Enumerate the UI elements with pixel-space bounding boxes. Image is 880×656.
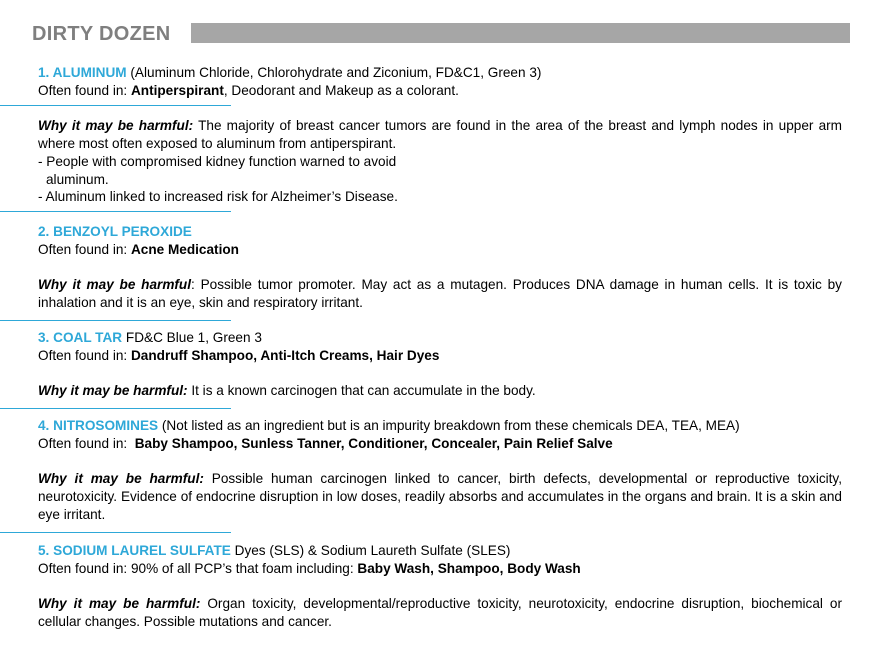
page-title: DIRTY DOZEN [32, 23, 171, 45]
section-coal-tar [38, 329, 842, 400]
found-in-line [38, 560, 842, 578]
found-bold: Antiperspirant [130, 82, 224, 98]
section-name: NITROSOMINES [53, 418, 159, 433]
section-heading [38, 542, 842, 560]
why-label: Why it may be harmful: [38, 383, 188, 399]
bullet-item: - People with compromised kidney function warned to avoid [38, 153, 397, 169]
section-aluminum [38, 64, 842, 206]
section-divider [0, 211, 231, 212]
section-divider [0, 320, 231, 321]
found-in-line [38, 241, 842, 259]
why-text: Possible human carcinogen linked to cancer, birth defects, developmental or reproductive toxicity, neurotoxicity. Evidence of endocrine disruption in low doses, readily absorbs and accumulates in the organs and brain. It is a skin and eye irritant. [38, 471, 842, 522]
bullet-item-continued: aluminum. [46, 171, 109, 187]
why-harmful [38, 276, 842, 311]
found-bold: Dandruff Shampoo, Anti-Itch Creams, Hair Dyes [130, 347, 440, 363]
section-number: 5. [38, 543, 50, 558]
section-sodium-laurel-sulfate [38, 542, 842, 631]
found-in-line [38, 435, 842, 453]
found-bold: Baby Wash, Shampoo, Body Wash [357, 560, 581, 576]
why-label: Why it may be harmful [38, 277, 192, 293]
section-divider [0, 408, 231, 409]
found-prefix: Often found in: [38, 435, 135, 451]
found-suffix: , Deodorant and Makeup as a colorant. [223, 82, 459, 98]
section-name: COAL TAR [53, 330, 123, 345]
section-name: SODIUM LAUREL SULFATE [53, 543, 231, 558]
section-name-suffix: (Aluminum Chloride, Chlorohydrate and Ziconium, FD&C1, Green 3) [126, 65, 542, 80]
section-name: ALUMINUM [52, 65, 127, 80]
section-number: 3. [38, 330, 50, 345]
bullet-item: - Aluminum linked to increased risk for Alzheimer’s Disease. [38, 189, 398, 205]
section-number: 1. [38, 65, 50, 80]
why-harmful [38, 470, 842, 523]
found-prefix: Often found in: [38, 347, 131, 363]
title-bar-decoration [191, 23, 850, 43]
why-label: Why it may be harmful: [38, 596, 201, 612]
section-divider [0, 532, 231, 533]
why-text: It is a known carcinogen that can accumulate in the body. [187, 383, 536, 399]
section-number: 2. [38, 224, 50, 239]
section-number: 4. [38, 418, 50, 433]
found-bold: Baby Shampoo, Sunless Tanner, Conditioner, Concealer, Pain Relief Salve [134, 435, 613, 451]
section-heading [38, 64, 842, 82]
why-harmful [38, 117, 842, 152]
found-prefix: Often found in: 90% of all PCP’s that foam including: [38, 560, 358, 576]
found-bold: Acne Medication [130, 241, 239, 257]
why-label: Why it may be harmful: [38, 118, 194, 134]
section-heading [38, 417, 842, 435]
found-prefix: Often found in: [38, 82, 131, 98]
found-in-line [38, 347, 842, 365]
section-name: BENZOYL PEROXIDE [53, 224, 192, 239]
why-text: : Possible tumor promoter. May act as a mutagen. Produces DNA damage in human cells. It is toxic by inhalation and it is an eye, skin and respiratory irritant. [38, 277, 842, 311]
section-heading [38, 223, 842, 241]
found-prefix: Often found in: [38, 241, 131, 257]
section-divider [0, 105, 231, 106]
section-name-suffix: FD&C Blue 1, Green 3 [122, 330, 262, 345]
section-heading [38, 329, 842, 347]
why-harmful [38, 595, 842, 630]
section-name-suffix: (Not listed as an ingredient but is an impurity breakdown from these chemicals DEA, TEA, MEA) [158, 418, 740, 433]
section-name-suffix: Dyes (SLS) & Sodium Laureth Sulfate (SLES) [230, 543, 511, 558]
why-label: Why it may be harmful: [38, 471, 204, 487]
why-text: The majority of breast cancer tumors are found in the area of the breast and lymph nodes in upper arm where most often exposed to aluminum from antiperspirant. [38, 118, 842, 152]
section-benzoyl-peroxide [38, 223, 842, 312]
found-in-line [38, 82, 842, 100]
section-nitrosomines [38, 417, 842, 524]
why-text: Organ toxicity, developmental/reproductive toxicity, neurotoxicity, endocrine disruption, biochemical or cellular changes. Possible mutations and cancer. [38, 596, 842, 630]
why-harmful [38, 382, 842, 400]
